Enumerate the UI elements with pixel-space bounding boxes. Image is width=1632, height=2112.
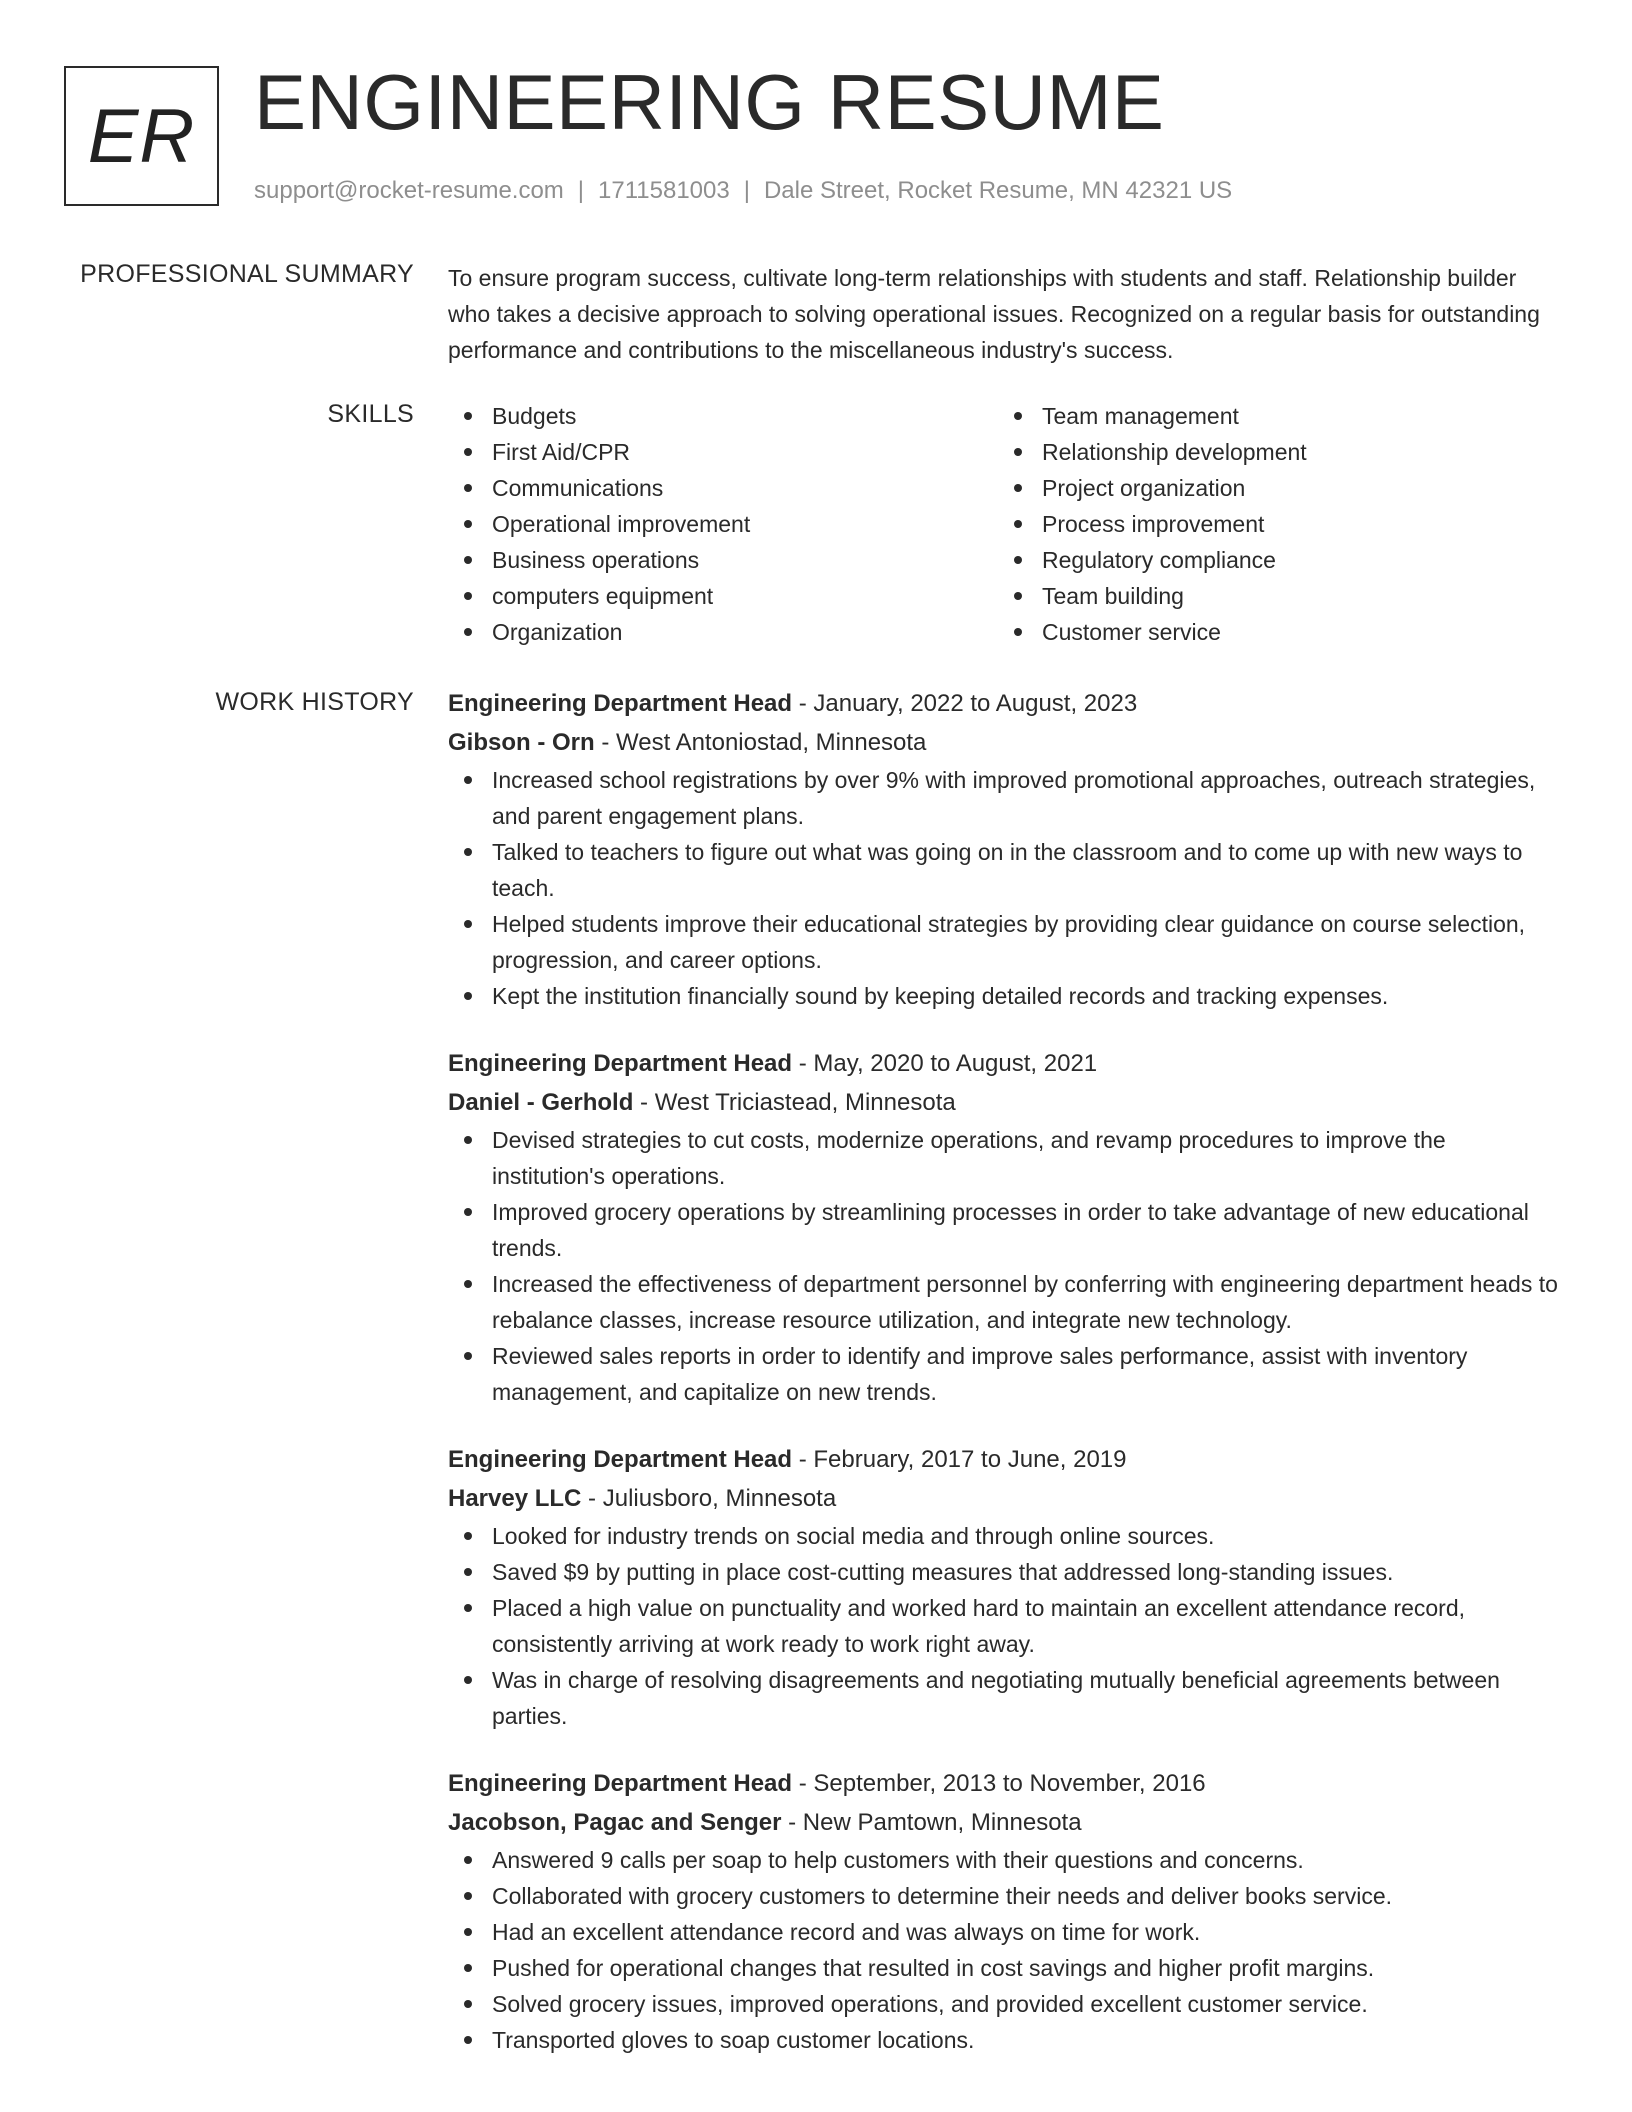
job-company-line: Jacobson, Pagac and Senger - New Pamtown, Minnesota: [448, 1809, 1082, 1836]
job-bullet: Kept the institution financially sound by keeping detailed records and tracking expenses.: [448, 978, 1558, 1014]
job-company: Gibson - Orn: [448, 729, 595, 756]
skill-item: First Aid/CPR: [448, 434, 998, 470]
job-location: New Pamtown, Minnesota: [802, 1809, 1082, 1836]
bullet-icon: [464, 992, 472, 1000]
email-link[interactable]: support@rocket-resume.com: [254, 177, 564, 204]
bullet-icon: [1014, 448, 1022, 456]
job-bullet: Solved grocery issues, improved operations, and provided excellent customer service.: [448, 1986, 1558, 2022]
bullet-icon: [464, 1604, 472, 1612]
skills-grid: [448, 398, 1558, 650]
job-dates: February, 2017 to June, 2019: [813, 1446, 1127, 1473]
job-location: West Triciastead, Minnesota: [654, 1089, 956, 1116]
job-bullet: Had an excellent attendance record and was always on time for work.: [448, 1914, 1558, 1950]
job-company: Jacobson, Pagac and Senger: [448, 1809, 782, 1836]
skill-item: Team building: [998, 578, 1548, 614]
bullet-icon: [1014, 556, 1022, 564]
monogram-logo: [64, 66, 219, 206]
phone-number: 1711581003: [598, 177, 730, 204]
job-dates: January, 2022 to August, 2023: [813, 690, 1138, 717]
bullet-icon: [464, 2000, 472, 2008]
job-bullet: Looked for industry trends on social media and through online sources.: [448, 1518, 1558, 1554]
bullet-icon: [1014, 592, 1022, 600]
bullet-icon: [464, 1964, 472, 1972]
bullet-icon: [464, 556, 472, 564]
bullet-icon: [464, 484, 472, 492]
contact-line: [254, 175, 1232, 207]
contact-separator: |: [577, 177, 585, 204]
section-label-skills: SKILLS: [327, 400, 414, 428]
bullet-icon: [464, 848, 472, 856]
bullet-icon: [464, 776, 472, 784]
job-title-line: Engineering Department Head - May, 2020 to August, 2021: [448, 1050, 1098, 1077]
job-location: West Antoniostad, Minnesota: [616, 729, 927, 756]
job-bullet: Reviewed sales reports in order to identify and improve sales performance, assist with inventory management, and capitalize on new trends.: [448, 1338, 1558, 1410]
job-title: Engineering Department Head: [448, 1446, 793, 1473]
skills-list-right: [998, 398, 1548, 650]
bullet-icon: [464, 1856, 472, 1864]
bullet-icon: [464, 448, 472, 456]
skill-item: Regulatory compliance: [998, 542, 1548, 578]
job-bullet: Transported gloves to soap customer locations.: [448, 2022, 1558, 2058]
bullet-icon: [464, 592, 472, 600]
bullet-icon: [464, 1532, 472, 1540]
bullet-icon: [464, 1280, 472, 1288]
skill-item: computers equipment: [448, 578, 998, 614]
job-entry: [448, 684, 1558, 1014]
job-bullets: [448, 1122, 1558, 1410]
job-company: Daniel - Gerhold: [448, 1089, 634, 1116]
job-bullet: Helped students improve their educational strategies by providing clear guidance on course selection, progression, and career options.: [448, 906, 1558, 978]
job-dates: September, 2013 to November, 2016: [813, 1770, 1206, 1797]
section-label-work-history: WORK HISTORY: [215, 688, 414, 716]
job-bullet: Was in charge of resolving disagreements and negotiating mutually beneficial agreements between parties.: [448, 1662, 1558, 1734]
job-location: Juliusboro, Minnesota: [602, 1485, 837, 1512]
skills-list-left: [448, 398, 998, 650]
job-company-line: Daniel - Gerhold - West Triciastead, Minnesota: [448, 1089, 956, 1116]
skill-item: Relationship development: [998, 434, 1548, 470]
bullet-icon: [464, 412, 472, 420]
skill-item: Project organization: [998, 470, 1548, 506]
bullet-icon: [464, 2036, 472, 2044]
bullet-icon: [464, 520, 472, 528]
skill-item: Budgets: [448, 398, 998, 434]
job-bullet: Answered 9 calls per soap to help customers with their questions and concerns.: [448, 1842, 1558, 1878]
job-bullet: Placed a high value on punctuality and worked hard to maintain an excellent attendance record, consistently arriving at work ready to work right away.: [448, 1590, 1558, 1662]
bullet-icon: [464, 628, 472, 636]
job-title: Engineering Department Head: [448, 1050, 793, 1077]
job-company: Harvey LLC: [448, 1485, 582, 1512]
job-title: Engineering Department Head: [448, 690, 793, 717]
skill-item: Process improvement: [998, 506, 1548, 542]
bullet-icon: [464, 1208, 472, 1216]
job-bullets: [448, 1842, 1558, 2058]
job-bullet: Talked to teachers to figure out what was going on in the classroom and to come up with new ways to teach.: [448, 834, 1558, 906]
job-entry: [448, 1764, 1558, 2058]
job-bullets: [448, 762, 1558, 1014]
contact-separator: |: [743, 177, 750, 204]
job-bullets: [448, 1518, 1558, 1734]
bullet-icon: [464, 920, 472, 928]
monogram-text: ER: [87, 93, 196, 179]
job-dates: May, 2020 to August, 2021: [813, 1050, 1098, 1077]
bullet-icon: [464, 1352, 472, 1360]
section-label-summary: PROFESSIONAL SUMMARY: [80, 260, 414, 288]
job-entry: [448, 1440, 1558, 1734]
job-bullet: Increased the effectiveness of department personnel by conferring with engineering department heads to rebalance classes, increase resource utilization, and integrate new technology.: [448, 1266, 1558, 1338]
job-bullet: Increased school registrations by over 9% with improved promotional approaches, outreach strategies, and parent engagement plans.: [448, 762, 1558, 834]
job-title-line: Engineering Department Head - September, 2013 to November, 2016: [448, 1770, 1206, 1797]
skill-item: Business operations: [448, 542, 998, 578]
job-bullet: Devised strategies to cut costs, modernize operations, and revamp procedures to improve the institution's operations.: [448, 1122, 1558, 1194]
bullet-icon: [1014, 520, 1022, 528]
bullet-icon: [464, 1676, 472, 1684]
job-company-line: Gibson - Orn - West Antoniostad, Minnesota: [448, 729, 927, 756]
job-bullet: Saved $9 by putting in place cost-cutting measures that addressed long-standing issues.: [448, 1554, 1558, 1590]
resume-title: ENGINEERING RESUME: [254, 58, 1165, 146]
skill-item: Organization: [448, 614, 998, 650]
job-company-line: Harvey LLC - Juliusboro, Minnesota: [448, 1485, 837, 1512]
job-bullet: Pushed for operational changes that resulted in cost savings and higher profit margins.: [448, 1950, 1558, 1986]
bullet-icon: [1014, 484, 1022, 492]
skill-item: Customer service: [998, 614, 1548, 650]
skill-item: Operational improvement: [448, 506, 998, 542]
bullet-icon: [1014, 412, 1022, 420]
address: Dale Street, Rocket Resume, MN 42321 US: [763, 177, 1233, 204]
job-title-line: Engineering Department Head - January, 2022 to August, 2023: [448, 690, 1138, 717]
job-bullet: Improved grocery operations by streamlining processes in order to take advantage of new educational trends.: [448, 1194, 1558, 1266]
job-title: Engineering Department Head: [448, 1770, 793, 1797]
bullet-icon: [464, 1928, 472, 1936]
skill-item: Communications: [448, 470, 998, 506]
job-title-line: Engineering Department Head - February, 2017 to June, 2019: [448, 1446, 1127, 1473]
job-bullet: Collaborated with grocery customers to determine their needs and deliver books service.: [448, 1878, 1558, 1914]
bullet-icon: [1014, 628, 1022, 636]
summary-text: To ensure program success, cultivate long-term relationships with students and staff. Relationship builder who takes a decisive approach to solving operational issues. Recognized on a regular basis for outstanding performance and contributions to the miscellaneous industry's success.: [448, 265, 1540, 363]
skill-item: Team management: [998, 398, 1548, 434]
bullet-icon: [464, 1136, 472, 1144]
bullet-icon: [464, 1892, 472, 1900]
bullet-icon: [464, 1568, 472, 1576]
job-entry: [448, 1044, 1558, 1410]
